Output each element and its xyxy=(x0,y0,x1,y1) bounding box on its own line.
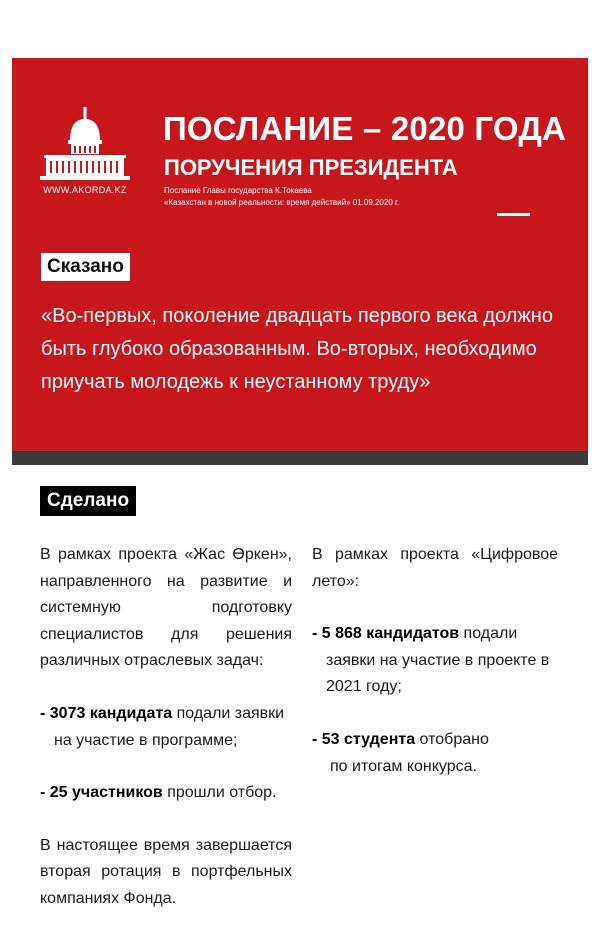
banner-title: ПОСЛАНИЕ – 2020 ГОДА xyxy=(163,110,567,147)
akorda-logo xyxy=(30,105,140,200)
left-column xyxy=(40,542,292,913)
right-bullet-2-tail: отобрано xyxy=(415,730,489,748)
done-label: Сделано xyxy=(40,486,136,516)
banner-subtitle: ПОРУЧЕНИЯ ПРЕЗИДЕНТА xyxy=(164,155,458,180)
left-bullet-1-tail: подали заявки xyxy=(172,704,285,722)
akorda-url: WWW.AKORDA.KZ xyxy=(43,185,127,195)
said-label: Сказано xyxy=(41,253,130,281)
banner-meta-line-2: «Казахстан в новой реальности: время действий» 01.09.2020 г. xyxy=(164,198,400,207)
left-bullet-2 xyxy=(40,780,292,807)
banner-meta-line-1: Послание Главы государства К.Токаева xyxy=(164,186,312,195)
right-bullet-1-tail: подали xyxy=(459,625,518,643)
banner-shadow-strip xyxy=(12,451,588,465)
right-bullet-2-cont: по итогам конкурса. xyxy=(330,757,477,775)
right-bullet-1 xyxy=(312,621,558,648)
title-underline xyxy=(497,213,530,216)
president-quote: «Во-первых, поколение двадцать первого века должно быть глубоко образованным. Во-вторых, необходимо приучать молодежь к неустанному труду» xyxy=(41,305,553,393)
right-column xyxy=(312,542,558,780)
left-bullet-1 xyxy=(40,701,292,728)
left-outro: В настоящее время завершается вторая ротация в портфельных компаниях Фонда. xyxy=(40,836,292,907)
right-bullet-1-head: - 5 868 кандидатов xyxy=(312,625,460,643)
left-bullet-2-head: - 25 участников xyxy=(40,784,163,802)
right-bullet-2 xyxy=(312,727,558,754)
right-bullet-1-cont: заявки на участие в проекте в 2021 году; xyxy=(326,651,550,696)
left-bullet-1-cont: на участие в программе; xyxy=(54,731,238,749)
akorda-building-icon xyxy=(30,105,140,185)
right-bullet-2-head: - 53 студента xyxy=(312,730,416,748)
left-intro: В рамках проекта «Жас Өркен», направленного на развитие и системную подготовку специалистов для решения различных отраслевых задач: xyxy=(40,546,292,670)
left-bullet-2-tail: прошли отбор. xyxy=(162,784,277,802)
left-bullet-1-head: - 3073 кандидата xyxy=(40,704,173,722)
right-intro: В рамках проекта «Цифровое лето»: xyxy=(312,546,558,590)
